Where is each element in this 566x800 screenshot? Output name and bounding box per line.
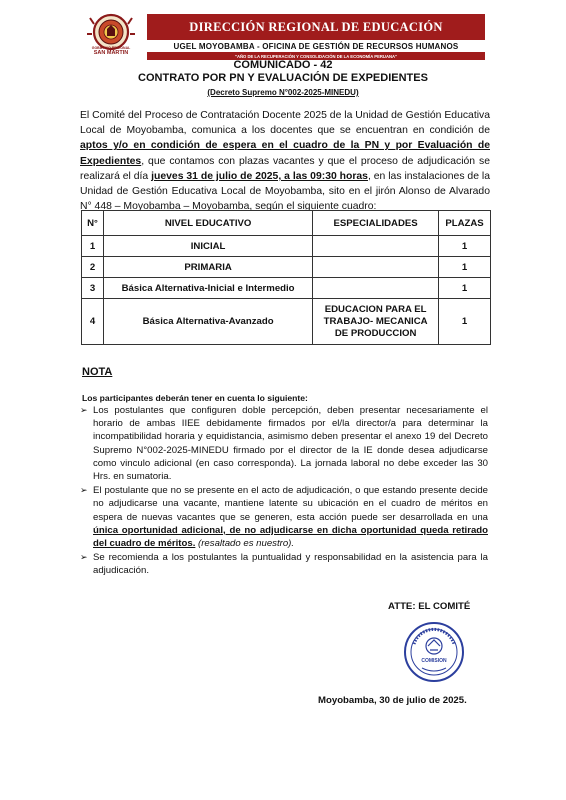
row-number: 1	[82, 236, 104, 257]
signature-date: Moyobamba, 30 de julio de 2025.	[318, 695, 467, 706]
logo-caption	[78, 46, 144, 56]
intro-highlight-date: jueves 31 de julio de 2025, a las 09:30 horas	[151, 170, 368, 182]
header-banner: DIRECCIÓN REGIONAL DE EDUCACIÓN	[147, 14, 485, 40]
header-year-motto: "AÑO DE LA RECUPERACIÓN Y CONSOLIDACIÓN DE LA ECONOMÍA PERUANA"	[147, 53, 485, 60]
intro-text-1: El Comité del Proceso de Contratación Docente 2025 de la Unidad de Gestión Educativa Local de Moyobamba, comunica a los docentes que se encuentran en condición de	[80, 110, 490, 137]
decree-reference: (Decreto Supremo N°002-2025-MINEDU)	[207, 88, 359, 97]
communique-title: CONTRATO POR PN Y EVALUACIÓN DE EXPEDIENTES	[138, 72, 428, 84]
row-specialty	[313, 236, 439, 257]
row-specialty	[313, 278, 439, 299]
list-item	[80, 484, 488, 550]
note-list	[80, 404, 488, 579]
note-heading: NOTA	[82, 366, 113, 378]
note-point-2-text: El postulante que no se presente en el acto de adjudicación, o que estando presente decide no adjudicarse una vacante, mantiene latente su ubicación en el cuadro de méritos en espera de nuevas vacantes que se generen, esta acción puede ser desarrollada en una	[93, 485, 488, 523]
arrow-bullet-icon: ➢	[80, 485, 88, 496]
note-point-2-emphasis: (resaltado es nuestro).	[198, 538, 295, 550]
header-subtitle: UGEL MOYOBAMBA - OFICINA DE GESTIÓN DE RECURSOS HUMANOS	[173, 42, 459, 51]
committee-seal-stamp	[402, 620, 466, 684]
row-positions: 1	[439, 278, 491, 299]
intro-text-3: , en las instalaciones de la Unidad de Gestión Educativa Local de Moyobamba, sito en el jirón Alonso de Alvarado N° 448 – Moyobamba – Moyobamba, según el siguiente cuadro:	[80, 170, 490, 213]
header-specialties: ESPECIALIDADES	[313, 211, 439, 236]
table-row	[82, 236, 491, 257]
arrow-bullet-icon: ➢	[80, 552, 88, 563]
intro-text-2: , que contamos con plazas vacantes y que el proceso de adjudicación se realizará el día	[80, 155, 490, 182]
signature-committee: ATTE: EL COMITÉ	[388, 601, 471, 612]
header-level: NIVEL EDUCATIVO	[103, 211, 312, 236]
row-specialty	[313, 257, 439, 278]
table-header-row	[82, 211, 491, 236]
row-number: 3	[82, 278, 104, 299]
table-row	[82, 278, 491, 299]
note-point-3: Se recomienda a los postulantes la puntualidad y responsabilidad en la asistencia para la adjudicación.	[93, 552, 488, 577]
row-level: INICIAL	[103, 236, 312, 257]
row-level: Básica Alternativa-Inicial e Intermedio	[103, 278, 312, 299]
row-level: Básica Alternativa-Avanzado	[103, 299, 312, 345]
seal-text: COMISION	[421, 658, 447, 664]
logo-caption-line2: SAN MARTIN	[93, 50, 129, 56]
list-item	[80, 551, 488, 577]
row-positions: 1	[439, 236, 491, 257]
row-positions: 1	[439, 299, 491, 345]
intro-highlight-1: aptos y/o en condición de espera en el cuadro de la PN y por Evaluación de Expedientes	[80, 140, 490, 167]
intro-paragraph	[80, 108, 490, 214]
list-item	[80, 404, 488, 483]
row-positions: 1	[439, 257, 491, 278]
row-number: 4	[82, 299, 104, 345]
arrow-bullet-icon: ➢	[80, 405, 88, 415]
header-number: N°	[82, 211, 104, 236]
note-point-1: Los postulantes que configuren doble percepción, deben presentar necesariamente el horario de ambas IIEE debidamente firmados por el/la director/a para determinar la incompatibilidad horaria y equidistancia, asimismo deben presentar el anexo 19 del Decreto Supremo N°002-2025-MINEDU firmado por el director de la IE donde desea adjudicarse como vinculo adicional (en caso corresponda). La jornada laboral no debe exceder las 30 Hrs. en sumatoria.	[93, 405, 488, 483]
vacancies-table	[81, 210, 491, 345]
communique-number: COMUNICADO - 42	[233, 59, 333, 71]
header-positions: PLAZAS	[439, 211, 491, 236]
table-row	[82, 299, 491, 345]
note-intro: Los participantes deberán tener en cuenta lo siguiente:	[82, 393, 308, 403]
row-number: 2	[82, 257, 104, 278]
note-point-2-highlight: única oportunidad adicional, de no adjudicarse en dicha oportunidad queda retirado del cuadro de méritos.	[93, 524, 488, 550]
logo-caption-line1: GOBIERNO REGIONAL	[91, 46, 131, 50]
table-row	[82, 257, 491, 278]
row-specialty: EDUCACION PARA EL TRABAJO- MECANICA DE PRODUCCION	[313, 299, 439, 345]
row-level: PRIMARIA	[103, 257, 312, 278]
